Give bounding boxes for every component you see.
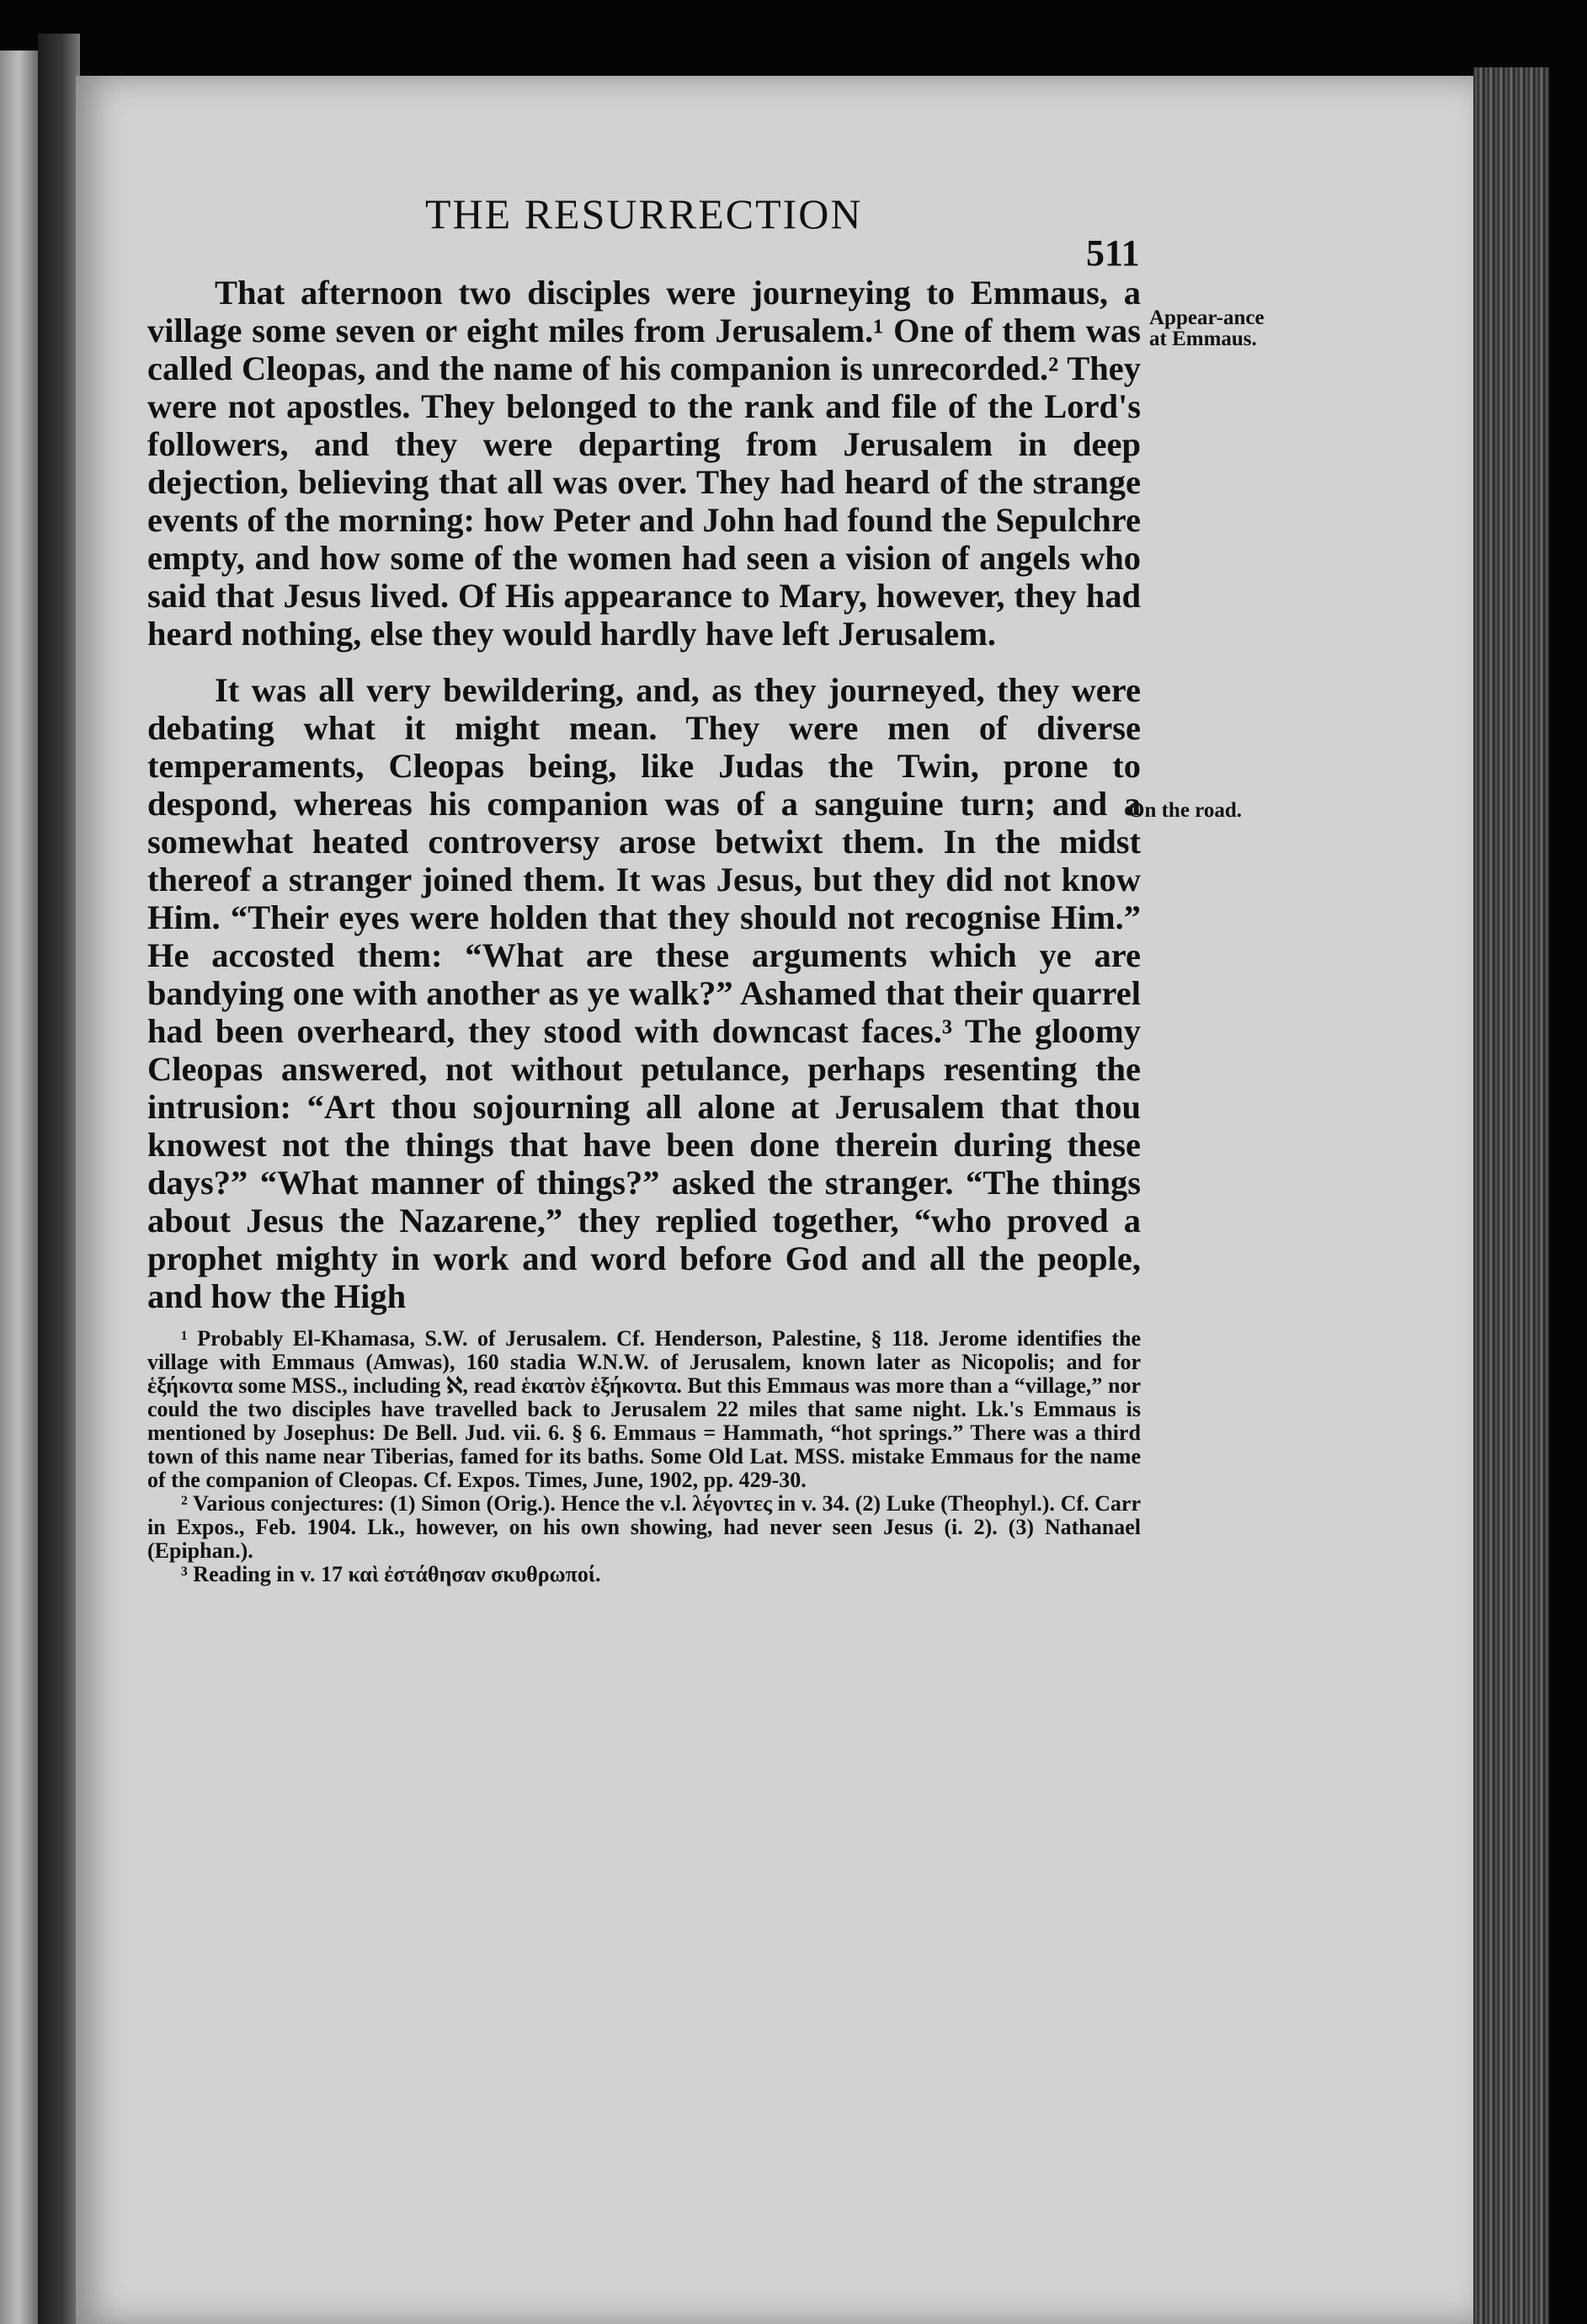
facing-page-edge: [0, 51, 38, 2324]
paragraph-2: It was all very bewildering, and, as they journeyed, they were debating what it might mean. They were men of diverse temperaments, Cleopas being, like Judas the Twin, prone to despond, whereas his companion was of a sanguine turn; and a somewhat heated controversy arose betwixt them. In the midst thereof a stranger joined them. It was Jesus, but they did not know Him. “Their eyes were holden that they should not recognise Him.” He accosted them: “What are these arguments which ye are bandying one with another as ye walk?” Ashamed that their quarrel had been overheard, they stood with downcast faces.³ The gloomy Cleopas answered, not without petulance, perhaps resenting the intrusion: “Art thou sojourning all alone at Jerusalem that thou knowest not the things that have been done therein during these days?” “What manner of things?” asked the stranger. “The things about Jesus the Nazarene,” they replied together, “who proved a prophet mighty in work and word before God and all the people, and how the High: [147, 671, 1141, 1315]
running-head: THE RESURRECTION: [425, 190, 863, 237]
book-gutter: [38, 34, 80, 2324]
page-header: [147, 189, 1141, 274]
page-content: [147, 189, 1141, 1586]
footnote-2: ² Various conjectures: (1) Simon (Orig.). Hence the v.l. λέγοντες in v. 34. (2) Luke (Theophyl.). Cf. Carr in Expos., Feb. 1904. Lk., however, on his own showing, had never seen Jesus (i. 2). (3) Nathanael (Epiphan.).: [147, 1491, 1141, 1563]
footnotes: [147, 1327, 1141, 1586]
margin-note-on-the-road: On the road.: [1128, 799, 1242, 822]
page-stack-edge: [1473, 67, 1549, 2324]
margin-note-appearance: Appear-ance at Emmaus.: [1149, 306, 1265, 350]
footnote-3: ³ Reading in v. 17 καὶ ἐστάθησαν σκυθρωποί.: [181, 1562, 601, 1586]
page-number: 511: [1086, 232, 1140, 274]
footnote-1: ¹ Probably El-Khamasa, S.W. of Jerusalem. Cf. Henderson, Palestine, § 118. Jerome identifies the village with Emmaus (Amwas), 160 stadia W.N.W. of Jerusalem, known later as Nicopolis; and for ἑξήκοντα some MSS., including ℵ, read ἑκατὸν ἑξήκοντα. But this Emmaus was more than a “village,” nor could the two disciples have travelled back to Jerusalem 22 miles that same night. Lk.'s Emmaus is mentioned by Josephus: De Bell. Jud. vii. 6. § 6. Emmaus = Hammath, “hot springs.” There was a third town of this name near Tiberias, famed for its baths. Some Old Lat. MSS. mistake Emmaus for the name of the companion of Cleopas. Cf. Expos. Times, June, 1902, pp. 429-30.: [147, 1326, 1141, 1492]
paragraph-1: That afternoon two disciples were journeying to Emmaus, a village some seven or eight miles from Jerusalem.¹ One of them was called Cleopas, and the name of his companion is unrecorded.² They were not apostles. They belonged to the rank and file of the Lord's followers, and they were departing from Jerusalem in deep dejection, believing that all was over. They had heard of the strange events of the morning: how Peter and John had found the Sepulchre empty, and how some of the women had seen a vision of angels who said that Jesus lived. Of His appearance to Mary, however, they had heard nothing, else they would hardly have left Jerusalem.: [147, 274, 1141, 653]
